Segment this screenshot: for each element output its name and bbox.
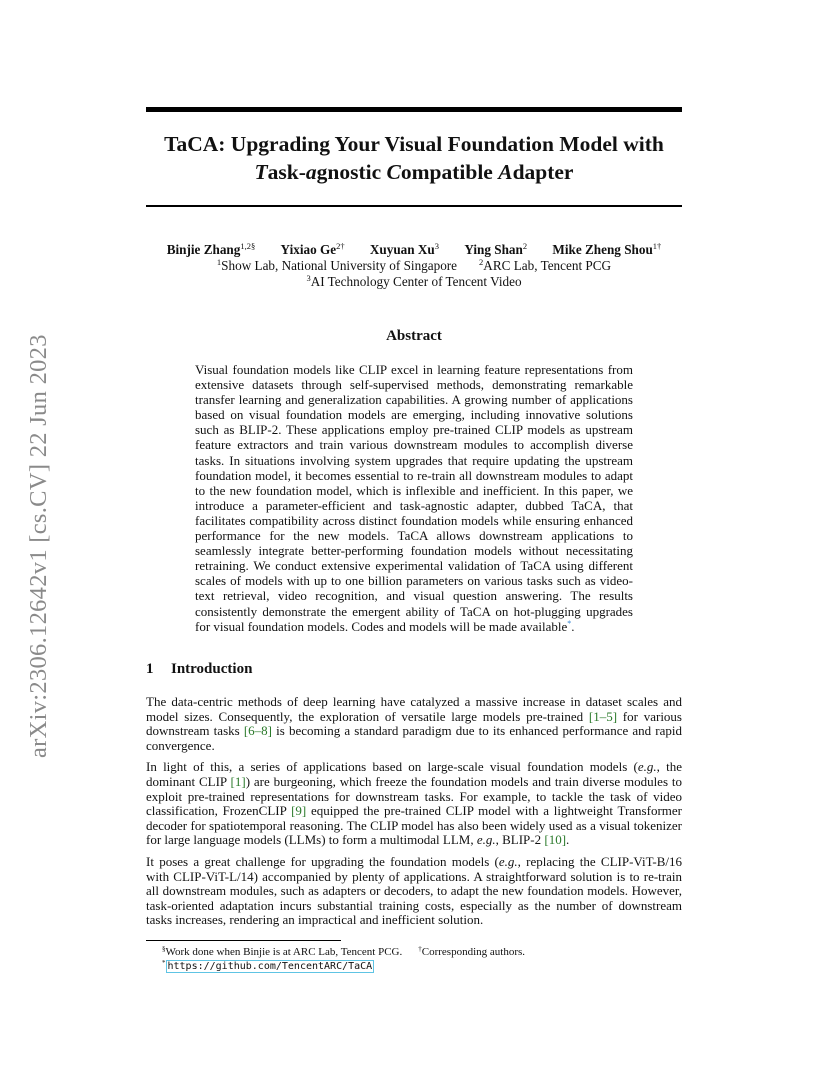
footnote-line-1: §Work done when Binjie is at ARC Lab, Tencent PCG. †Corresponding authors. [162,945,526,958]
citation-link[interactable]: [9] [291,803,307,819]
repo-link[interactable]: https://github.com/TencentARC/TaCA [167,961,373,972]
author: Xuyuan Xu$^3$ [369,241,440,257]
footnote-link[interactable]: * [567,618,572,628]
abstract-heading: Abstract [386,328,442,344]
author: Binjie Zhang$^{1,2\S}$ [166,241,256,257]
author: Mike Zheng Shou$^{1\dagger}$ [552,241,662,257]
citation-link[interactable]: [10] [544,832,567,848]
title-top-rule [146,107,682,112]
footnote-line-2: * https://github.com/TencentARC/TaCA [162,959,373,972]
footnotes [162,945,525,974]
abstract-body: Visual foundation models like CLIP excel in learning feature representations from extensive datasets through self-supervised methods, demonstrating remarkable transfer learning and generalization capabilities. A growing number of applications based on visual foundation models are emerging, including innovative solutions such as BLIP-2. These applications employ pre-trained CLIP models as upstream feature extractors and train various downstream modules to accomplish diverse tasks. In situations involving system upgrades that require updating the upstream foundation model, it becomes essential to re-train all downstream modules to adapt to the new foundation model, which is inflexible and inefficient. In this paper, we introduce a parameter-efficient and task-agnostic adapter, dubbed TaCA, that facilitates compatibility across distinct foundation models while ensuring enhanced performance for the new models. TaCA allows downstream applications to seamlessly integrate better-performing foundation models without necessitating retraining. We conduct extensive experimental validation of TaCA using different scales of models with up to one billion parameters on various tasks such as video-text retrieval, video recognition, and visual question answering. The results consistently demonstrate the emergent ability of TaCA on hot-plugging upgrades for visual foundation models. Codes and models will be made available*. [195,362,633,634]
intro-paragraph-1: The data-centric methods of deep learning have catalyzed a massive increase in dataset scales and model sizes. Consequently, the exploration of versatile large models pre-trained [1–5] for various downstream tasks [6–8] is becoming a standard paradigm due to its enhanced performance and rapid convergence. [146,694,682,753]
section-heading: 1 Introduction [146,661,253,677]
intro-body [146,695,682,935]
affiliation-line-2: $^3$AI Technology Center of Tencent Video [306,273,522,289]
author: Yixiao $Ge^{2\dagger}$ [280,241,345,257]
arxiv-stamp: arXiv:2306.12642v1 [cs.CV] 22 Jun 2023 [25,334,52,758]
author-list [130,241,698,258]
affiliation-line-1: $^1$Show Lab, National University of Singapore $^2$ARC Lab, Tencent PCG [216,257,612,273]
intro-paragraph-2: In light of this, a series of applications based on large-scale visual foundation models (e.g., the dominant CLIP [1]) are burgeoning, which freeze the foundation models and train diverse modules to exploit pre-trained representations for downstream tasks. For example, to tackle the task of video classification, FrozenCLIP [9] equipped the pre-trained CLIP model with a lightweight Transformer decoder for spatiotemporal reasoning. The CLIP model has also been widely used as a visual tokenizer for large language models (LLMs) to form a multimodal LLM, e.g., BLIP-2 [10]. [146,759,682,848]
title-line-1: TaCA: Upgrading Your Visual Foundation Model with [164,132,664,156]
citation-link[interactable]: [1] [230,773,246,789]
citation-link[interactable]: [6–8] [243,723,273,739]
title-bottom-rule [146,205,682,207]
citation-link[interactable]: [1–5] [588,708,618,724]
intro-paragraph-3: It poses a great challenge for upgrading the foundation models (e.g., replacing the CLIP-ViT-B/16 with CLIP-ViT-L/14) accompanied by plenty of applications. A straightforward solution is to re-train all downstream modules, such as adapters or decoders, to adapt the new foundation models. However, task-oriented adaptation incurs substantial training costs, especially as the number of downstream tasks increases, rendering an impractical and inefficient solution. [146,853,683,928]
author: Ying Shan$^2$ [464,241,528,257]
paper-title [130,130,698,186]
footnote-rule [146,940,341,941]
title-line-2: Task-agnostic Compatible Adapter [254,160,574,184]
